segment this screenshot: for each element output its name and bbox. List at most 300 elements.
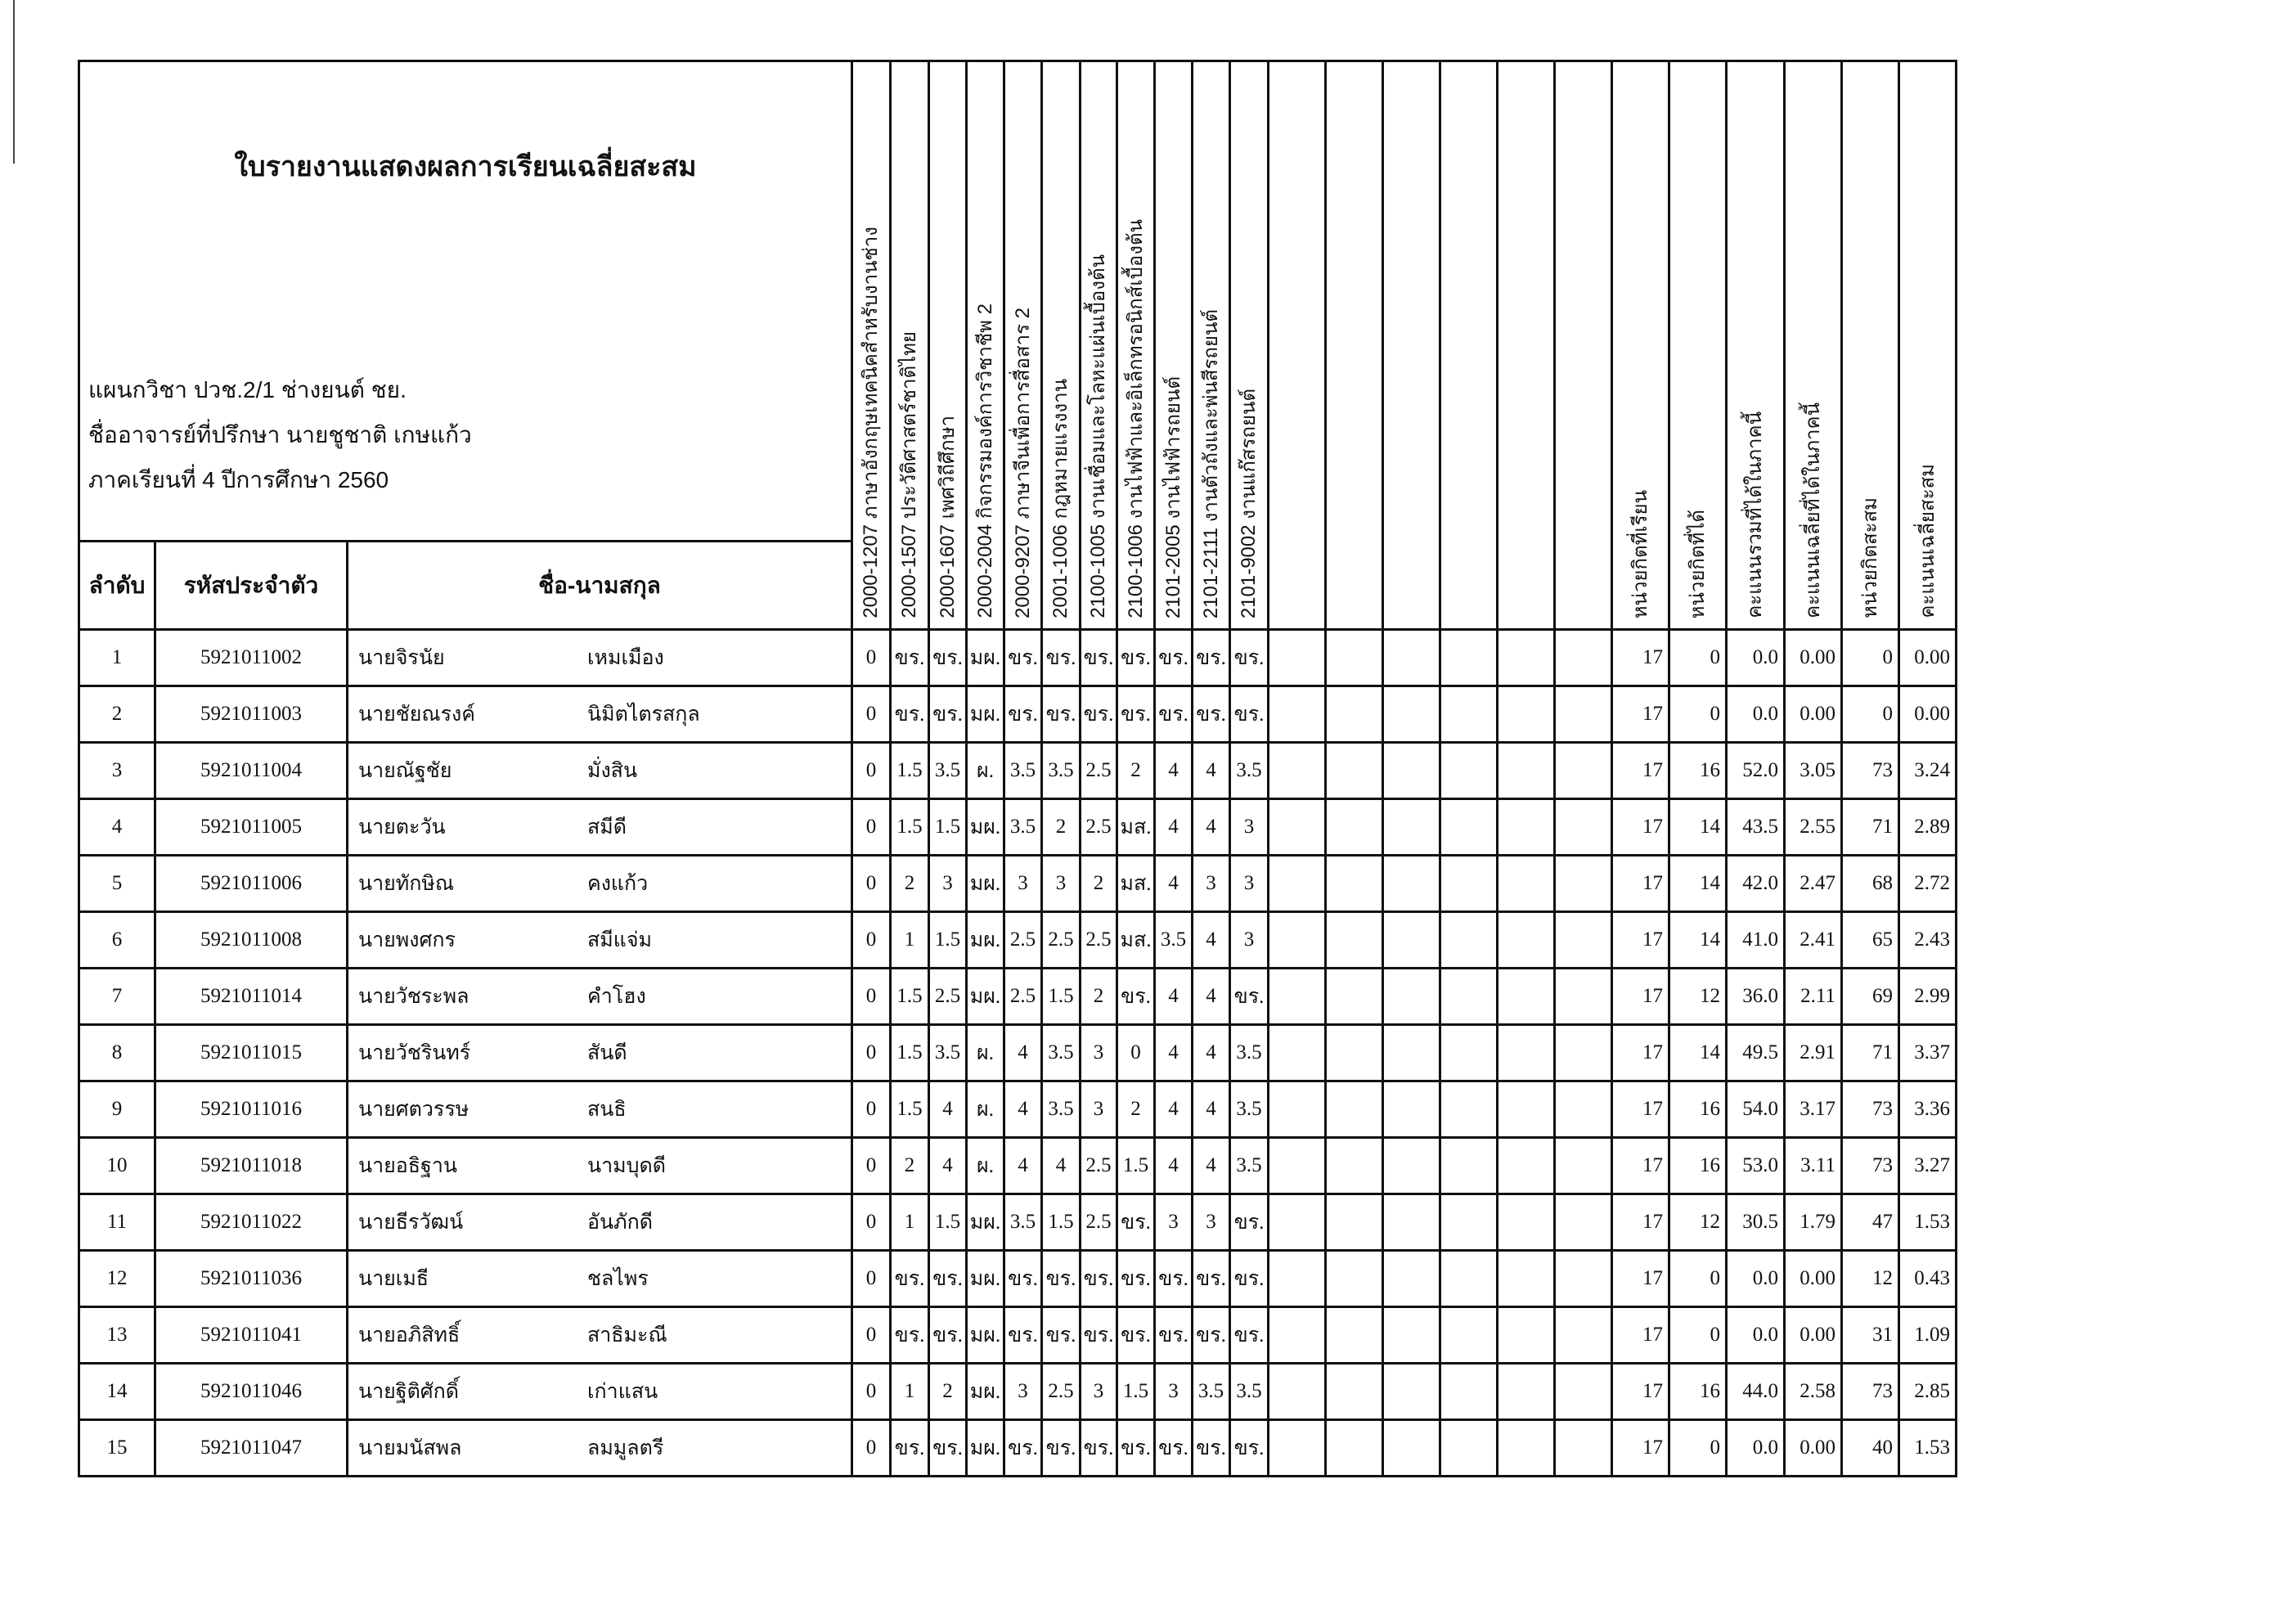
term-gpa-header: คะแนนเฉลี่ยที่ได้ในภาคนี้ [1785,61,1842,630]
empty-grade-cell [1440,912,1498,969]
table-row [79,1364,1957,1420]
summary-cell: 52.0 [1727,743,1785,799]
subject-header: 2000-1607 เพศวิถีศึกษา [929,61,967,630]
grade-cell: มผ. [967,1251,1004,1307]
grade-cell: 3 [1042,856,1081,912]
grade-cell: 1.5 [929,799,967,856]
summary-cell: 17 [1612,799,1669,856]
empty-grade-cell [1555,686,1612,743]
empty-grade-cell [1555,912,1612,969]
grade-cell: 3 [1193,1194,1230,1251]
row-number: 14 [79,1364,155,1420]
grade-cell: ผ. [967,1138,1004,1194]
grade-cell: 2.5 [1081,1138,1117,1194]
empty-grade-cell [1440,630,1498,686]
grade-cell: ขร. [1155,1420,1193,1477]
empty-grade-cell [1555,1138,1612,1194]
grade-cell: ขร. [1004,686,1042,743]
summary-cell: 31 [1842,1307,1899,1364]
student-name [348,1420,852,1477]
grade-cell: ขร. [1042,1420,1081,1477]
summary-cell: 65 [1842,912,1899,969]
row-number: 6 [79,912,155,969]
summary-cell: 17 [1612,686,1669,743]
report-header-box [79,61,852,542]
first-name: นายจิรนัย [358,646,445,669]
empty-grade-cell [1440,856,1498,912]
empty-subject-header [1498,61,1555,630]
grade-cell: ขร. [1193,1251,1230,1307]
empty-grade-cell [1383,1138,1440,1194]
grade-cell: 4 [1193,1025,1230,1081]
table-row [79,1138,1957,1194]
last-name: มั่งสิน [587,759,638,782]
grade-cell: 3.5 [1155,912,1193,969]
grade-cell: 3.5 [1230,743,1269,799]
summary-cell: 2.72 [1899,856,1957,912]
grade-cell: 3 [1081,1364,1117,1420]
report-title: ใบรายงานแสดงผลการเรียนเฉลี่ยสะสม [234,151,697,182]
row-number: 11 [79,1194,155,1251]
grade-cell: 3.5 [1230,1025,1269,1081]
first-name: นายณัฐชัย [358,759,452,782]
grade-cell: ขร. [1155,1251,1193,1307]
empty-grade-cell [1269,1025,1326,1081]
empty-grade-cell [1326,856,1383,912]
student-id: 5921011014 [155,969,348,1025]
last-name: ลมมูลตรี [587,1436,664,1459]
grade-cell: 1.5 [891,743,929,799]
row-number: 9 [79,1081,155,1138]
summary-cell: 1.53 [1899,1194,1957,1251]
first-name: นายธีรวัฒน์ [358,1211,464,1234]
grade-cell: 2 [891,1138,929,1194]
subject-header: 2101-2005 งานไฟฟ้ารถยนต์ [1155,61,1193,630]
grade-cell: มส. [1117,856,1155,912]
summary-cell: 0.00 [1785,630,1842,686]
subject-header: 2000-2004 กิจกรรมองค์การวิชาชีพ 2 [967,61,1004,630]
summary-cell: 17 [1612,1364,1669,1420]
summary-cell: 17 [1612,1081,1669,1138]
cumulative-credits-header: หน่วยกิตสะสม [1842,61,1899,630]
grade-cell: 4 [1193,912,1230,969]
grade-cell: ขร. [1117,1194,1155,1251]
empty-grade-cell [1440,1025,1498,1081]
grade-cell: ขร. [891,1307,929,1364]
empty-grade-cell [1440,1081,1498,1138]
grade-cell: ขร. [1004,1251,1042,1307]
grade-cell: มผ. [967,1307,1004,1364]
empty-grade-cell [1555,1307,1612,1364]
empty-grade-cell [1555,1364,1612,1420]
grade-cell: 3 [1193,856,1230,912]
grade-cell: 0 [852,630,891,686]
grade-cell: 3.5 [1004,743,1042,799]
table-row [79,743,1957,799]
summary-cell: 14 [1669,912,1727,969]
summary-cell: 12 [1669,969,1727,1025]
grade-cell: ขร. [1230,969,1269,1025]
empty-grade-cell [1326,799,1383,856]
empty-grade-cell [1498,1364,1555,1420]
grade-cell: 2.5 [1081,743,1117,799]
grade-cell: 1.5 [1042,1194,1081,1251]
student-id: 5921011036 [155,1251,348,1307]
summary-cell: 0.0 [1727,1307,1785,1364]
grade-cell: ขร. [1042,686,1081,743]
grade-cell: ขร. [1230,1251,1269,1307]
row-number: 1 [79,630,155,686]
empty-grade-cell [1440,1307,1498,1364]
summary-cell: 17 [1612,912,1669,969]
empty-grade-cell [1555,1420,1612,1477]
empty-grade-cell [1498,1025,1555,1081]
empty-grade-cell [1498,1194,1555,1251]
empty-grade-cell [1440,1138,1498,1194]
empty-grade-cell [1326,1081,1383,1138]
summary-cell: 73 [1842,1081,1899,1138]
grade-cell: ขร. [1155,686,1193,743]
summary-cell: 0.0 [1727,630,1785,686]
empty-grade-cell [1555,799,1612,856]
grade-cell: 2.5 [1004,912,1042,969]
grade-cell: ขร. [1117,969,1155,1025]
student-id: 5921011006 [155,856,348,912]
last-name: นิมิตไตรสกุล [587,703,700,726]
empty-grade-cell [1326,1307,1383,1364]
row-number: 2 [79,686,155,743]
empty-grade-cell [1498,1307,1555,1364]
summary-cell: 3.36 [1899,1081,1957,1138]
summary-cell: 73 [1842,1364,1899,1420]
summary-cell: 41.0 [1727,912,1785,969]
grade-cell: ขร. [891,1251,929,1307]
grade-cell: 4 [929,1138,967,1194]
grade-cell: 4 [929,1081,967,1138]
last-name: สันดี [587,1041,627,1064]
grade-cell: 3 [1230,912,1269,969]
subject-header: 2000-9207 ภาษาจีนเพื่อการสื่อสาร 2 [1004,61,1042,630]
student-name [348,912,852,969]
empty-grade-cell [1383,1420,1440,1477]
grade-cell: มผ. [967,630,1004,686]
summary-cell: 16 [1669,1081,1727,1138]
grade-cell: 4 [1155,969,1193,1025]
grade-cell: 3 [1004,1364,1042,1420]
grade-cell: ขร. [929,1307,967,1364]
grade-cell: 2.5 [1081,1194,1117,1251]
summary-cell: 3.24 [1899,743,1957,799]
grade-cell: 2.5 [1081,912,1117,969]
empty-grade-cell [1383,686,1440,743]
student-rows [79,630,1957,1477]
grade-cell: ขร. [1042,1251,1081,1307]
grade-cell: 1.5 [1042,969,1081,1025]
grade-cell: 4 [1193,1138,1230,1194]
grade-cell: ขร. [1155,1307,1193,1364]
empty-grade-cell [1269,1420,1326,1477]
first-name: นายอภิสิทธิ์ [358,1324,461,1347]
empty-grade-cell [1269,856,1326,912]
grade-cell: ขร. [1230,1194,1269,1251]
grade-cell: 2 [1042,799,1081,856]
grade-cell: 2.5 [929,969,967,1025]
empty-grade-cell [1555,630,1612,686]
summary-cell: 0 [1669,686,1727,743]
grade-cell: ขร. [929,686,967,743]
grade-cell: 4 [1004,1138,1042,1194]
summary-cell: 47 [1842,1194,1899,1251]
last-name: สาธิมะณี [587,1324,667,1347]
summary-cell: 2.58 [1785,1364,1842,1420]
grade-cell: 3.5 [1230,1081,1269,1138]
term-line: ภาคเรียนที่ 4 ปีการศึกษา 2560 [88,467,389,492]
student-name [348,1364,852,1420]
grade-cell: ขร. [1081,1251,1117,1307]
empty-grade-cell [1440,743,1498,799]
table-row [79,1307,1957,1364]
empty-grade-cell [1440,1194,1498,1251]
summary-cell: 0.43 [1899,1251,1957,1307]
grade-cell: 0 [852,1194,891,1251]
grade-cell: ขร. [1042,1307,1081,1364]
student-id: 5921011015 [155,1025,348,1081]
grade-cell: 1.5 [891,1025,929,1081]
first-name: นายฐิติศักดิ์ [358,1380,460,1403]
last-name: สมีดี [587,816,627,838]
student-name [348,1025,852,1081]
subject-header: 2100-1006 งานไฟฟ้าและอิเล็กทรอนิกส์เบื้องต้น [1117,61,1155,630]
summary-cell: 0 [1842,686,1899,743]
row-number: 15 [79,1420,155,1477]
empty-grade-cell [1326,912,1383,969]
grade-cell: 0 [852,1138,891,1194]
summary-cell: 2.43 [1899,912,1957,969]
empty-grade-cell [1269,799,1326,856]
empty-grade-cell [1555,1025,1612,1081]
grade-cell: มส. [1117,912,1155,969]
table-row [79,856,1957,912]
grade-cell: มส. [1117,799,1155,856]
first-name: นายพงศกร [358,928,456,951]
last-name: สมีแจ่ม [587,928,652,951]
summary-cell: 2.47 [1785,856,1842,912]
summary-cell: 54.0 [1727,1081,1785,1138]
student-id: 5921011004 [155,743,348,799]
header-no: ลำดับ [79,542,155,630]
empty-subject-header [1326,61,1383,630]
header-name: ชื่อ-นามสกุล [348,542,852,630]
summary-cell: 71 [1842,799,1899,856]
grade-cell: 4 [1042,1138,1081,1194]
grade-cell: 4 [1193,799,1230,856]
empty-grade-cell [1498,686,1555,743]
empty-subject-header [1383,61,1440,630]
summary-cell: 73 [1842,743,1899,799]
summary-cell: 16 [1669,1138,1727,1194]
last-name: เหมเมือง [587,646,664,669]
empty-grade-cell [1269,743,1326,799]
empty-subject-header [1269,61,1326,630]
summary-cell: 0.00 [1899,686,1957,743]
empty-grade-cell [1269,1194,1326,1251]
grade-cell: 4 [1004,1025,1042,1081]
student-id: 5921011022 [155,1194,348,1251]
grade-cell: 1.5 [1117,1364,1155,1420]
report-meta [88,367,472,502]
grade-cell: ขร. [929,1251,967,1307]
empty-grade-cell [1383,856,1440,912]
grade-cell: 3 [1081,1081,1117,1138]
grade-cell: ผ. [967,1025,1004,1081]
summary-cell: 17 [1612,856,1669,912]
grade-cell: ขร. [1230,686,1269,743]
summary-cell: 44.0 [1727,1364,1785,1420]
last-name: เก่าแสน [587,1380,658,1403]
summary-cell: 68 [1842,856,1899,912]
grade-cell: 3.5 [929,743,967,799]
summary-cell: 0 [1669,1420,1727,1477]
grade-cell: 4 [1155,1025,1193,1081]
grade-cell: 3 [1155,1194,1193,1251]
student-id: 5921011002 [155,630,348,686]
grade-cell: มผ. [967,799,1004,856]
grade-cell: ขร. [1193,686,1230,743]
empty-grade-cell [1440,1420,1498,1477]
credits-earned-header: หน่วยกิตที่ได้ [1669,61,1727,630]
empty-grade-cell [1498,743,1555,799]
grade-cell: ขร. [1230,1420,1269,1477]
empty-grade-cell [1498,1420,1555,1477]
empty-grade-cell [1440,1364,1498,1420]
student-name [348,1194,852,1251]
empty-grade-cell [1555,969,1612,1025]
grade-cell: 3 [1155,1364,1193,1420]
grade-cell: 1.5 [891,799,929,856]
empty-grade-cell [1383,743,1440,799]
last-name: คงแก้ว [587,872,649,895]
grade-cell: 1 [891,1364,929,1420]
grade-cell: 0 [852,743,891,799]
summary-cell: 0.00 [1785,686,1842,743]
grade-cell: ขร. [1004,1307,1042,1364]
empty-grade-cell [1326,1025,1383,1081]
student-id: 5921011005 [155,799,348,856]
summary-cell: 73 [1842,1138,1899,1194]
summary-cell: 12 [1842,1251,1899,1307]
grade-cell: 3.5 [1230,1364,1269,1420]
student-name [348,686,852,743]
grade-cell: 0 [852,1420,891,1477]
row-number: 3 [79,743,155,799]
subject-header: 2000-1507 ประวัติศาสตร์ชาติไทย [891,61,929,630]
grade-cell: 0 [852,1364,891,1420]
empty-grade-cell [1269,1138,1326,1194]
grade-cell: 2.5 [1004,969,1042,1025]
row-number: 8 [79,1025,155,1081]
table-row [79,686,1957,743]
summary-cell: 0 [1669,1307,1727,1364]
student-name [348,799,852,856]
table-row [79,1420,1957,1477]
grade-cell: 3 [1081,1025,1117,1081]
grade-cell: 1 [891,912,929,969]
grade-cell: ขร. [1042,630,1081,686]
first-name: นายทักษิณ [358,872,455,895]
summary-cell: 0.00 [1785,1420,1842,1477]
grade-cell: 1.5 [891,969,929,1025]
grade-cell: 3.5 [1042,743,1081,799]
empty-grade-cell [1383,1194,1440,1251]
summary-cell: 2.91 [1785,1025,1842,1081]
first-name: นายศตวรรษ [358,1098,470,1121]
student-name [348,1251,852,1307]
header-student-id: รหัสประจำตัว [155,542,348,630]
grade-cell: 2 [1081,969,1117,1025]
first-name: นายวัชรินทร์ [358,1041,471,1064]
last-name: อันภักดี [587,1211,653,1234]
grade-cell: 1.5 [891,1081,929,1138]
row-number: 5 [79,856,155,912]
summary-cell: 0.0 [1727,1420,1785,1477]
empty-grade-cell [1383,969,1440,1025]
summary-cell: 14 [1669,799,1727,856]
advisor-line: ชื่ออาจารย์ที่ปรึกษา นายชูชาติ เกษแก้ว [88,422,472,447]
grade-cell: ขร. [1081,630,1117,686]
grade-cell: ขร. [1081,1307,1117,1364]
empty-grade-cell [1498,1081,1555,1138]
empty-grade-cell [1383,1025,1440,1081]
grade-cell: 0 [852,1251,891,1307]
subject-header: 2000-1207 ภาษาอังกฤษเทคนิคสำหรับงานช่าง [852,61,891,630]
summary-cell: 17 [1612,1251,1669,1307]
row-number: 7 [79,969,155,1025]
summary-cell: 0.0 [1727,686,1785,743]
last-name: คำโฮง [587,985,646,1008]
empty-grade-cell [1498,912,1555,969]
subject-header: 2101-9002 งานแก๊สรถยนต์ [1230,61,1269,630]
grade-cell: 2 [891,856,929,912]
grade-cell: มผ. [967,969,1004,1025]
empty-subject-header [1555,61,1612,630]
grade-cell: ขร. [929,1420,967,1477]
grade-cell: มผ. [967,856,1004,912]
grade-cell: 2.5 [1042,1364,1081,1420]
grade-cell: มผ. [967,686,1004,743]
grade-cell: 4 [1155,799,1193,856]
cumulative-gpa-header: คะแนนเฉลี่ยสะสม [1899,61,1957,630]
empty-grade-cell [1440,686,1498,743]
grade-cell: 4 [1193,969,1230,1025]
first-name: นายตะวัน [358,816,446,838]
grade-cell: 3 [1230,799,1269,856]
empty-grade-cell [1440,969,1498,1025]
grade-cell: 3.5 [1042,1081,1081,1138]
subject-header: 2100-1005 งานเชื่อมและโลหะแผ่นเบื้องต้น [1081,61,1117,630]
summary-cell: 0.0 [1727,1251,1785,1307]
empty-grade-cell [1383,912,1440,969]
summary-cell: 1.09 [1899,1307,1957,1364]
grade-cell: 2.5 [1042,912,1081,969]
table-row [79,1251,1957,1307]
empty-grade-cell [1555,743,1612,799]
summary-cell: 0.00 [1785,1251,1842,1307]
summary-cell: 0 [1669,630,1727,686]
grade-cell: 3 [929,856,967,912]
grade-cell: 1.5 [929,912,967,969]
grade-cell: ขร. [1230,1307,1269,1364]
empty-grade-cell [1498,1251,1555,1307]
